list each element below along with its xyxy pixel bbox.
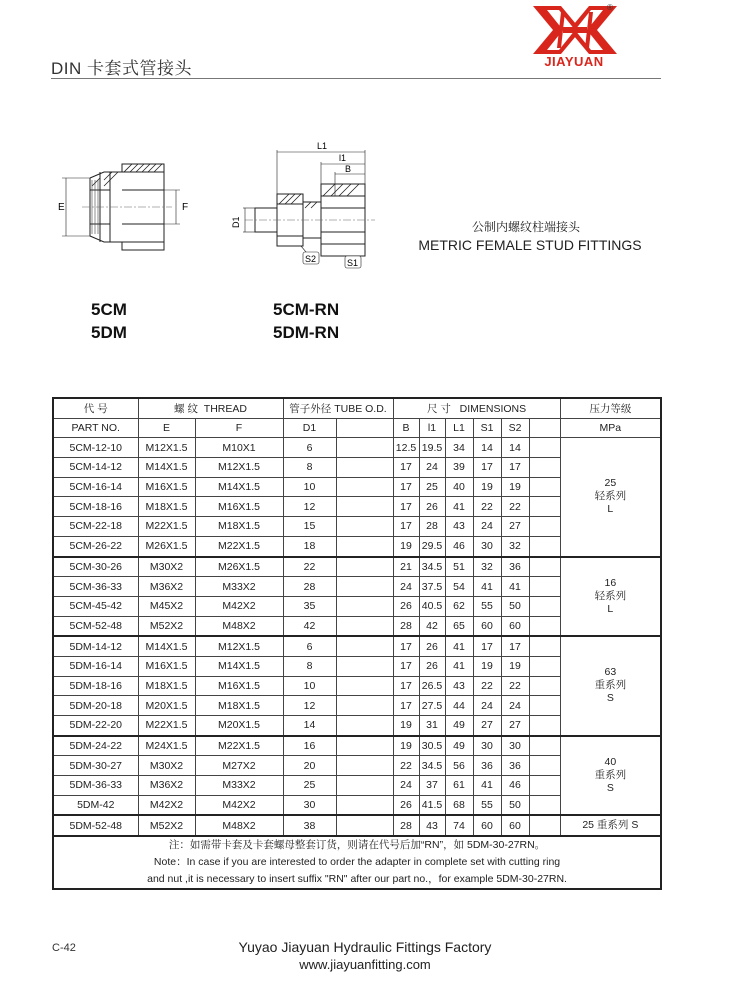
cell-l1: 37 [419, 776, 445, 796]
cell-d1: 20 [283, 756, 336, 776]
cell-L1: 41 [445, 636, 473, 656]
dim-label-b: B [345, 164, 352, 174]
cell-f: M20X1.5 [195, 716, 283, 736]
cell-e: M30X2 [138, 756, 195, 776]
cell-b: 22 [393, 756, 419, 776]
cell-b: 19 [393, 536, 419, 556]
cell-b: 17 [393, 676, 419, 696]
pressure-code: S [606, 692, 614, 705]
pressure-group-cell [560, 557, 661, 637]
cell-l1: 42 [419, 616, 445, 636]
cell-s2: 46 [501, 776, 529, 796]
model-label: 5DM [91, 323, 127, 342]
cell-s1: 24 [473, 517, 501, 537]
cell-f: M27X2 [195, 756, 283, 776]
cell-part-no: 5DM-30-27 [53, 756, 138, 776]
header-divider [51, 78, 661, 79]
note-line: 注：如需带卡套及卡套螺母整套订货，则请在代号后加“RN”，如 5DM-30-27RN。 [168, 839, 546, 852]
cell-s1: 22 [473, 676, 501, 696]
cell-d1: 38 [283, 815, 336, 836]
header-s1: S1 [473, 418, 501, 438]
cell-e: M45X2 [138, 596, 195, 616]
cell-e: M14X1.5 [138, 636, 195, 656]
cell-e: M18X1.5 [138, 676, 195, 696]
cell-b: 21 [393, 557, 419, 577]
cell-s1: 60 [473, 616, 501, 636]
cell-s1: 55 [473, 795, 501, 815]
cell-part-no: 5CM-36-33 [53, 577, 138, 597]
cell-blank2 [529, 517, 560, 537]
dim-label-f: F [182, 202, 189, 213]
cell-d1: 15 [283, 517, 336, 537]
model-label: 5CM-RN [273, 300, 340, 319]
cell-e: M42X2 [138, 795, 195, 815]
notes-row [53, 836, 661, 889]
cell-e: M16X1.5 [138, 656, 195, 676]
cell-s2: 50 [501, 596, 529, 616]
cell-b: 19 [393, 716, 419, 736]
cell-b: 24 [393, 776, 419, 796]
pressure-group-cell [560, 636, 661, 735]
cell-d1: 6 [283, 636, 336, 656]
cell-s2: 17 [501, 458, 529, 478]
cell-blank2 [529, 756, 560, 776]
cell-blank2 [529, 536, 560, 556]
cell-blank2 [529, 577, 560, 597]
cell-s2: 36 [501, 557, 529, 577]
cell-part-no: 5DM-14-12 [53, 636, 138, 656]
cell-s2: 27 [501, 517, 529, 537]
dim-label-l1-total: L1 [317, 141, 328, 151]
cell-s1: 55 [473, 596, 501, 616]
cell-d1: 35 [283, 596, 336, 616]
fitting-drawing-5cm-rn [225, 138, 400, 273]
product-name-cn: 公制内螺纹柱端接头 [471, 220, 580, 234]
cell-blank2 [529, 696, 560, 716]
dim-label-s2: S2 [305, 254, 317, 264]
cell-s2: 22 [501, 497, 529, 517]
cell-f: M26X1.5 [195, 557, 283, 577]
cell-e: M18X1.5 [138, 497, 195, 517]
cell-blank [336, 577, 393, 597]
cell-d1: 25 [283, 776, 336, 796]
model-label: 5CM [91, 300, 127, 319]
pressure-series: 重系列 [594, 769, 627, 782]
cell-b: 19 [393, 736, 419, 756]
product-name-en: METRIC FEMALE STUD FITTINGS [418, 237, 642, 253]
cell-e: M12X1.5 [138, 438, 195, 458]
pressure-value: 40 [604, 756, 617, 769]
cell-e: M24X1.5 [138, 736, 195, 756]
cell-L1: 46 [445, 536, 473, 556]
cell-d1: 30 [283, 795, 336, 815]
cell-L1: 34 [445, 438, 473, 458]
cell-e: M22X1.5 [138, 716, 195, 736]
cell-d1: 12 [283, 497, 336, 517]
cell-d1: 22 [283, 557, 336, 577]
pressure-value: 25 [604, 477, 617, 490]
cell-l1: 19.5 [419, 438, 445, 458]
cell-blank [336, 517, 393, 537]
cell-b: 26 [393, 795, 419, 815]
cell-f: M33X2 [195, 776, 283, 796]
header-mpa: MPa [560, 418, 661, 438]
cell-d1: 8 [283, 656, 336, 676]
cell-l1: 24 [419, 458, 445, 478]
cell-d1: 28 [283, 577, 336, 597]
pressure-group-cell [560, 815, 661, 836]
cell-e: M52X2 [138, 815, 195, 836]
cell-b: 17 [393, 458, 419, 478]
cell-e: M20X1.5 [138, 696, 195, 716]
cell-f: M22X1.5 [195, 536, 283, 556]
cell-s2: 24 [501, 696, 529, 716]
header-b: B [393, 418, 419, 438]
header-l1: l1 [419, 418, 445, 438]
cell-d1: 14 [283, 716, 336, 736]
dim-label-e: E [58, 202, 65, 213]
cell-s1: 32 [473, 557, 501, 577]
cell-blank [336, 716, 393, 736]
cell-s1: 19 [473, 656, 501, 676]
cell-b: 12.5 [393, 438, 419, 458]
cell-s1: 27 [473, 716, 501, 736]
cell-blank [336, 756, 393, 776]
cell-l1: 30.5 [419, 736, 445, 756]
cell-f: M14X1.5 [195, 656, 283, 676]
notes-cell [53, 836, 661, 889]
cell-L1: 56 [445, 756, 473, 776]
cell-l1: 37.5 [419, 577, 445, 597]
cell-s2: 36 [501, 756, 529, 776]
cell-f: M48X2 [195, 815, 283, 836]
cell-s2: 19 [501, 656, 529, 676]
header-part-no: PART NO. [53, 418, 138, 438]
cell-d1: 10 [283, 676, 336, 696]
cell-blank [336, 497, 393, 517]
spec-table [52, 397, 662, 890]
cell-l1: 26.5 [419, 676, 445, 696]
cell-s2: 30 [501, 736, 529, 756]
cell-blank2 [529, 656, 560, 676]
cell-s1: 14 [473, 438, 501, 458]
cell-L1: 41 [445, 497, 473, 517]
cell-e: M36X2 [138, 577, 195, 597]
cell-part-no: 5DM-20-18 [53, 696, 138, 716]
cell-part-no: 5DM-52-48 [53, 815, 138, 836]
cell-blank [336, 536, 393, 556]
cell-e: M14X1.5 [138, 458, 195, 478]
cell-part-no: 5CM-26-22 [53, 536, 138, 556]
cell-blank2 [529, 557, 560, 577]
cell-s1: 30 [473, 536, 501, 556]
header-d1: D1 [283, 418, 336, 438]
cell-d1: 6 [283, 438, 336, 458]
cell-L1: 39 [445, 458, 473, 478]
cell-e: M16X1.5 [138, 477, 195, 497]
cell-l1: 26 [419, 636, 445, 656]
cell-blank [336, 636, 393, 656]
cell-f: M16X1.5 [195, 676, 283, 696]
header-thread: 螺 纹 THREAD [138, 398, 283, 418]
cell-blank2 [529, 616, 560, 636]
cell-s1: 17 [473, 458, 501, 478]
cell-part-no: 5CM-16-14 [53, 477, 138, 497]
cell-d1: 8 [283, 458, 336, 478]
cell-b: 24 [393, 577, 419, 597]
cell-s1: 36 [473, 756, 501, 776]
cell-s2: 27 [501, 716, 529, 736]
cell-blank [336, 795, 393, 815]
cell-e: M36X2 [138, 776, 195, 796]
header-code: 代 号 [53, 398, 138, 418]
cell-f: M42X2 [195, 596, 283, 616]
cell-s1: 41 [473, 776, 501, 796]
model-labels-right [273, 298, 339, 344]
cell-b: 17 [393, 517, 419, 537]
company-name: Yuyao Jiayuan Hydraulic Fittings Factory [238, 939, 492, 955]
header-blank [336, 418, 393, 438]
cell-s1: 60 [473, 815, 501, 836]
cell-e: M26X1.5 [138, 536, 195, 556]
cell-blank [336, 438, 393, 458]
cell-s2: 22 [501, 676, 529, 696]
cell-l1: 40.5 [419, 596, 445, 616]
pressure-code: L [607, 602, 614, 615]
pressure-code: L [607, 503, 614, 516]
cell-d1: 18 [283, 536, 336, 556]
cell-blank [336, 696, 393, 716]
cell-f: M14X1.5 [195, 477, 283, 497]
cell-blank [336, 557, 393, 577]
cell-blank [336, 815, 393, 836]
cell-b: 17 [393, 497, 419, 517]
cell-b: 28 [393, 815, 419, 836]
cell-L1: 41 [445, 656, 473, 676]
cell-part-no: 5CM-52-48 [53, 616, 138, 636]
pressure-series: 轻系列 [594, 589, 627, 602]
cell-blank [336, 776, 393, 796]
table-header-row [53, 398, 661, 418]
cell-f: M16X1.5 [195, 497, 283, 517]
cell-l1: 31 [419, 716, 445, 736]
cell-e: M30X2 [138, 557, 195, 577]
cell-f: M12X1.5 [195, 458, 283, 478]
cell-l1: 29.5 [419, 536, 445, 556]
cell-s2: 32 [501, 536, 529, 556]
cell-f: M18X1.5 [195, 517, 283, 537]
cell-l1: 27.5 [419, 696, 445, 716]
cell-e: M52X2 [138, 616, 195, 636]
cell-b: 26 [393, 596, 419, 616]
dim-label-s1: S1 [347, 258, 359, 268]
cell-d1: 12 [283, 696, 336, 716]
cell-part-no: 5DM-24-22 [53, 736, 138, 756]
cell-b: 17 [393, 477, 419, 497]
cell-part-no: 5CM-22-18 [53, 517, 138, 537]
cell-blank [336, 656, 393, 676]
cell-b: 17 [393, 696, 419, 716]
cell-b: 28 [393, 616, 419, 636]
cell-blank2 [529, 458, 560, 478]
header-L1: L1 [445, 418, 473, 438]
company-website: www.jiayuanfitting.com [299, 957, 431, 972]
cell-blank [336, 736, 393, 756]
table-row [53, 815, 661, 836]
cell-blank2 [529, 776, 560, 796]
cell-L1: 49 [445, 716, 473, 736]
cell-s1: 19 [473, 477, 501, 497]
cell-e: M22X1.5 [138, 517, 195, 537]
cell-s2: 60 [501, 616, 529, 636]
cell-blank2 [529, 477, 560, 497]
cell-L1: 68 [445, 795, 473, 815]
cell-s2: 14 [501, 438, 529, 458]
cell-part-no: 5DM-42 [53, 795, 138, 815]
model-labels-left [91, 298, 127, 344]
header-blank [529, 418, 560, 438]
brand-name: JIAYUAN [544, 54, 604, 69]
cell-f: M12X1.5 [195, 636, 283, 656]
cell-s1: 17 [473, 636, 501, 656]
cell-f: M22X1.5 [195, 736, 283, 756]
pressure-value: 63 [604, 666, 617, 679]
cell-b: 17 [393, 656, 419, 676]
cell-s1: 22 [473, 497, 501, 517]
header-s2: S2 [501, 418, 529, 438]
header-dimensions: 尺 寸 DIMENSIONS [393, 398, 560, 418]
cell-L1: 51 [445, 557, 473, 577]
pressure-code: S [606, 782, 614, 795]
cell-blank [336, 458, 393, 478]
cell-part-no: 5CM-45-42 [53, 596, 138, 616]
cell-f: M42X2 [195, 795, 283, 815]
cell-blank2 [529, 497, 560, 517]
cell-d1: 10 [283, 477, 336, 497]
table-row [53, 438, 661, 458]
cell-part-no: 5CM-30-26 [53, 557, 138, 577]
cell-part-no: 5DM-18-16 [53, 676, 138, 696]
cell-blank2 [529, 736, 560, 756]
cell-L1: 54 [445, 577, 473, 597]
dim-label-l1: l1 [339, 153, 347, 163]
pressure-value: 16 [604, 576, 617, 589]
cell-s2: 41 [501, 577, 529, 597]
cell-s1: 24 [473, 696, 501, 716]
pressure-series: 轻系列 [594, 490, 627, 503]
cell-L1: 43 [445, 517, 473, 537]
cell-l1: 28 [419, 517, 445, 537]
note-line: Note：In case if you are interested to order the adapter in complete set with cutting ring [153, 856, 561, 869]
pressure-group-cell [560, 736, 661, 816]
cell-L1: 49 [445, 736, 473, 756]
cell-s2: 50 [501, 795, 529, 815]
cell-blank [336, 596, 393, 616]
cell-L1: 65 [445, 616, 473, 636]
cell-l1: 26 [419, 497, 445, 517]
cell-l1: 34.5 [419, 557, 445, 577]
cell-b: 17 [393, 636, 419, 656]
cell-l1: 26 [419, 656, 445, 676]
cell-blank2 [529, 815, 560, 836]
spec-table-body [53, 438, 661, 836]
page-number: C-42 [52, 942, 76, 954]
cell-blank2 [529, 716, 560, 736]
cell-s2: 60 [501, 815, 529, 836]
cell-blank2 [529, 596, 560, 616]
cell-part-no: 5CM-18-16 [53, 497, 138, 517]
cell-blank2 [529, 636, 560, 656]
cell-part-no: 5CM-14-12 [53, 458, 138, 478]
cell-part-no: 5DM-36-33 [53, 776, 138, 796]
cell-l1: 43 [419, 815, 445, 836]
cell-f: M48X2 [195, 616, 283, 636]
cell-L1: 40 [445, 477, 473, 497]
cell-blank [336, 616, 393, 636]
header-e: E [138, 418, 195, 438]
cell-l1: 34.5 [419, 756, 445, 776]
table-row [53, 736, 661, 756]
cell-part-no: 5CM-12-10 [53, 438, 138, 458]
cell-blank2 [529, 795, 560, 815]
pressure-series: 重系列 [594, 679, 627, 692]
cell-L1: 74 [445, 815, 473, 836]
cell-L1: 44 [445, 696, 473, 716]
page-title: DIN 卡套式管接头 [51, 59, 192, 78]
cell-L1: 43 [445, 676, 473, 696]
cell-blank2 [529, 676, 560, 696]
cell-s1: 41 [473, 577, 501, 597]
dim-label-d1: D1 [231, 216, 241, 228]
header-tube: 管子外径 TUBE O.D. [283, 398, 393, 418]
cell-part-no: 5DM-22-20 [53, 716, 138, 736]
cell-f: M10X1 [195, 438, 283, 458]
table-subheader-row [53, 418, 661, 438]
model-label: 5DM-RN [273, 323, 340, 342]
header-pressure: 压力等级 [560, 398, 661, 418]
cell-blank [336, 676, 393, 696]
cell-blank [336, 477, 393, 497]
cell-f: M18X1.5 [195, 696, 283, 716]
cell-d1: 16 [283, 736, 336, 756]
table-row [53, 636, 661, 656]
cell-L1: 61 [445, 776, 473, 796]
cell-l1: 41.5 [419, 795, 445, 815]
table-row [53, 557, 661, 577]
cell-s1: 30 [473, 736, 501, 756]
pressure-group-cell [560, 438, 661, 557]
note-line: and nut ,it is necessary to insert suffix "RN" after our part no.，for example 5DM-30-27RN. [147, 873, 567, 886]
cell-part-no: 5DM-16-14 [53, 656, 138, 676]
cell-l1: 25 [419, 477, 445, 497]
cell-d1: 42 [283, 616, 336, 636]
cell-blank2 [529, 438, 560, 458]
cell-f: M33X2 [195, 577, 283, 597]
cell-L1: 62 [445, 596, 473, 616]
pressure-text: 25 重系列 S [582, 819, 639, 832]
header-f: F [195, 418, 283, 438]
cell-s2: 17 [501, 636, 529, 656]
cell-s2: 19 [501, 477, 529, 497]
fitting-drawing-5cm [52, 150, 202, 270]
registered-mark: ® [607, 3, 613, 12]
